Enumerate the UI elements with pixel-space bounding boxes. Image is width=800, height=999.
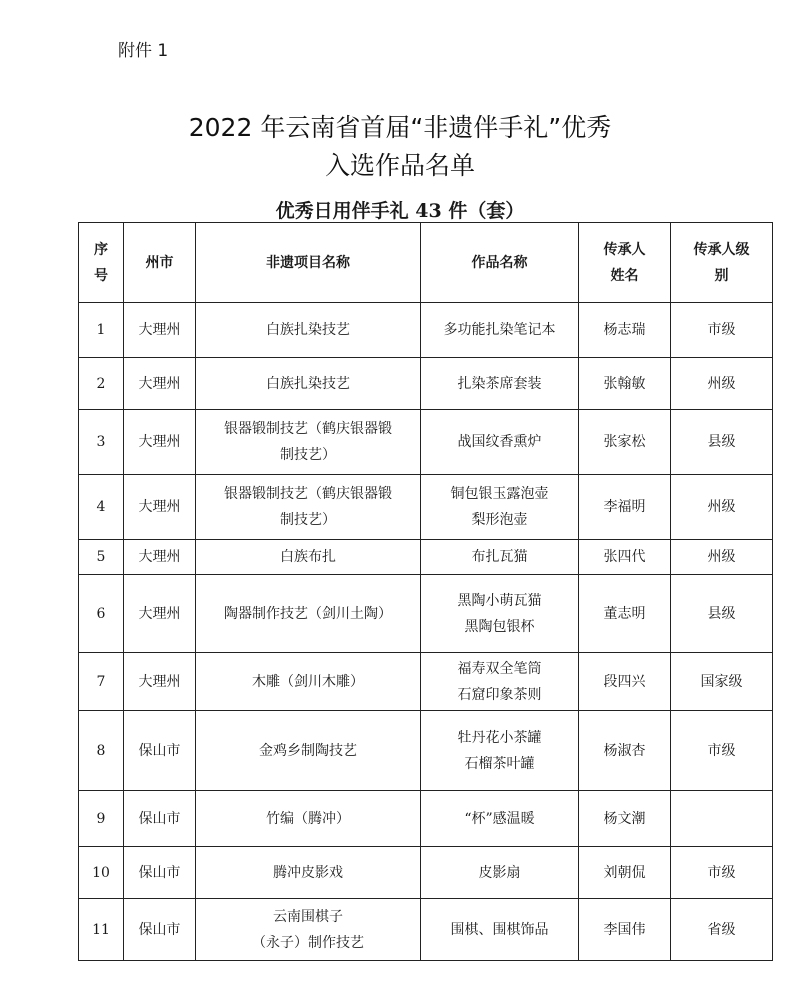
cell-work: 围棋、围棋饰品 (421, 899, 579, 961)
cell-level: 州级 (671, 475, 773, 540)
cell-level: 国家级 (671, 653, 773, 711)
cell-work: 皮影扇 (421, 847, 579, 899)
cell-work: 扎染茶席套装 (421, 358, 579, 410)
cell-seq: 6 (79, 575, 124, 653)
cell-seq: 2 (79, 358, 124, 410)
cell-work: 布扎瓦猫 (421, 540, 579, 575)
header-work: 作品名称 (421, 223, 579, 303)
cell-inheritor: 杨志瑞 (579, 303, 671, 358)
page-title-line-2: 入选作品名单 (324, 151, 475, 180)
cell-level: 州级 (671, 540, 773, 575)
cell-work: 多功能扎染笔记本 (421, 303, 579, 358)
cell-inheritor: 董志明 (579, 575, 671, 653)
table-row (79, 899, 773, 961)
cell-city: 大理州 (124, 410, 196, 475)
cell-seq: 4 (79, 475, 124, 540)
cell-project: 银器锻制技艺（鹤庆银器锻 制技艺） (196, 475, 421, 540)
cell-seq: 1 (79, 303, 124, 358)
cell-city: 保山市 (124, 711, 196, 791)
cell-city: 保山市 (124, 899, 196, 961)
cell-work: 战国纹香熏炉 (421, 410, 579, 475)
cell-inheritor: 李国伟 (579, 899, 671, 961)
cell-city: 大理州 (124, 653, 196, 711)
cell-city: 大理州 (124, 575, 196, 653)
cell-seq: 7 (79, 653, 124, 711)
table-row (79, 358, 773, 410)
cell-city: 大理州 (124, 358, 196, 410)
cell-project: 陶器制作技艺（剑川土陶） (196, 575, 421, 653)
cell-seq: 5 (79, 540, 124, 575)
table-row (79, 410, 773, 475)
cell-project: 银器锻制技艺（鹤庆银器锻 制技艺） (196, 410, 421, 475)
header-seq: 序 号 (79, 223, 124, 303)
cell-level (671, 791, 773, 847)
cell-level: 市级 (671, 711, 773, 791)
cell-project: 白族布扎 (196, 540, 421, 575)
cell-seq: 3 (79, 410, 124, 475)
cell-inheritor: 杨文潮 (579, 791, 671, 847)
cell-level: 市级 (671, 303, 773, 358)
table-row (79, 475, 773, 540)
cell-level: 州级 (671, 358, 773, 410)
cell-seq: 11 (79, 899, 124, 961)
cell-seq: 9 (79, 791, 124, 847)
table-row (79, 653, 773, 711)
cell-project: 腾冲皮影戏 (196, 847, 421, 899)
award-list-table (78, 222, 773, 961)
cell-city: 大理州 (124, 475, 196, 540)
cell-seq: 8 (79, 711, 124, 791)
cell-inheritor: 段四兴 (579, 653, 671, 711)
cell-city: 保山市 (124, 791, 196, 847)
table-subtitle: 优秀日用伴手礼 43 件（套） (275, 200, 525, 222)
cell-work: “杯”感温暖 (421, 791, 579, 847)
header-level: 传承人级 别 (671, 223, 773, 303)
cell-project: 白族扎染技艺 (196, 358, 421, 410)
header-project: 非遗项目名称 (196, 223, 421, 303)
cell-inheritor: 张四代 (579, 540, 671, 575)
cell-project: 竹编（腾冲） (196, 791, 421, 847)
cell-city: 保山市 (124, 847, 196, 899)
cell-inheritor: 杨淑杏 (579, 711, 671, 791)
cell-project: 云南围棋子 （永子）制作技艺 (196, 899, 421, 961)
cell-project: 白族扎染技艺 (196, 303, 421, 358)
table-row (79, 303, 773, 358)
cell-work: 福寿双全笔筒 石窟印象茶则 (421, 653, 579, 711)
cell-level: 县级 (671, 410, 773, 475)
cell-level: 省级 (671, 899, 773, 961)
table-row (79, 540, 773, 575)
table-header-row (79, 223, 773, 303)
cell-work: 铜包银玉露泡壶 梨形泡壶 (421, 475, 579, 540)
header-inheritor: 传承人 姓名 (579, 223, 671, 303)
attachment-label: 附件 1 (118, 41, 169, 61)
cell-city: 大理州 (124, 540, 196, 575)
cell-inheritor: 张家松 (579, 410, 671, 475)
cell-work: 牡丹花小茶罐 石榴茶叶罐 (421, 711, 579, 791)
table-row (79, 791, 773, 847)
table-row (79, 711, 773, 791)
header-city: 州市 (124, 223, 196, 303)
cell-project: 金鸡乡制陶技艺 (196, 711, 421, 791)
cell-level: 县级 (671, 575, 773, 653)
cell-level: 市级 (671, 847, 773, 899)
table-row (79, 575, 773, 653)
cell-inheritor: 刘朝侃 (579, 847, 671, 899)
table-row (79, 847, 773, 899)
cell-city: 大理州 (124, 303, 196, 358)
page-title-line-1: 2022 年云南省首届“非遗伴手礼”优秀 (188, 113, 612, 142)
cell-inheritor: 李福明 (579, 475, 671, 540)
cell-inheritor: 张翰敏 (579, 358, 671, 410)
cell-seq: 10 (79, 847, 124, 899)
cell-work: 黑陶小萌瓦猫 黑陶包银杯 (421, 575, 579, 653)
cell-project: 木雕（剑川木雕） (196, 653, 421, 711)
